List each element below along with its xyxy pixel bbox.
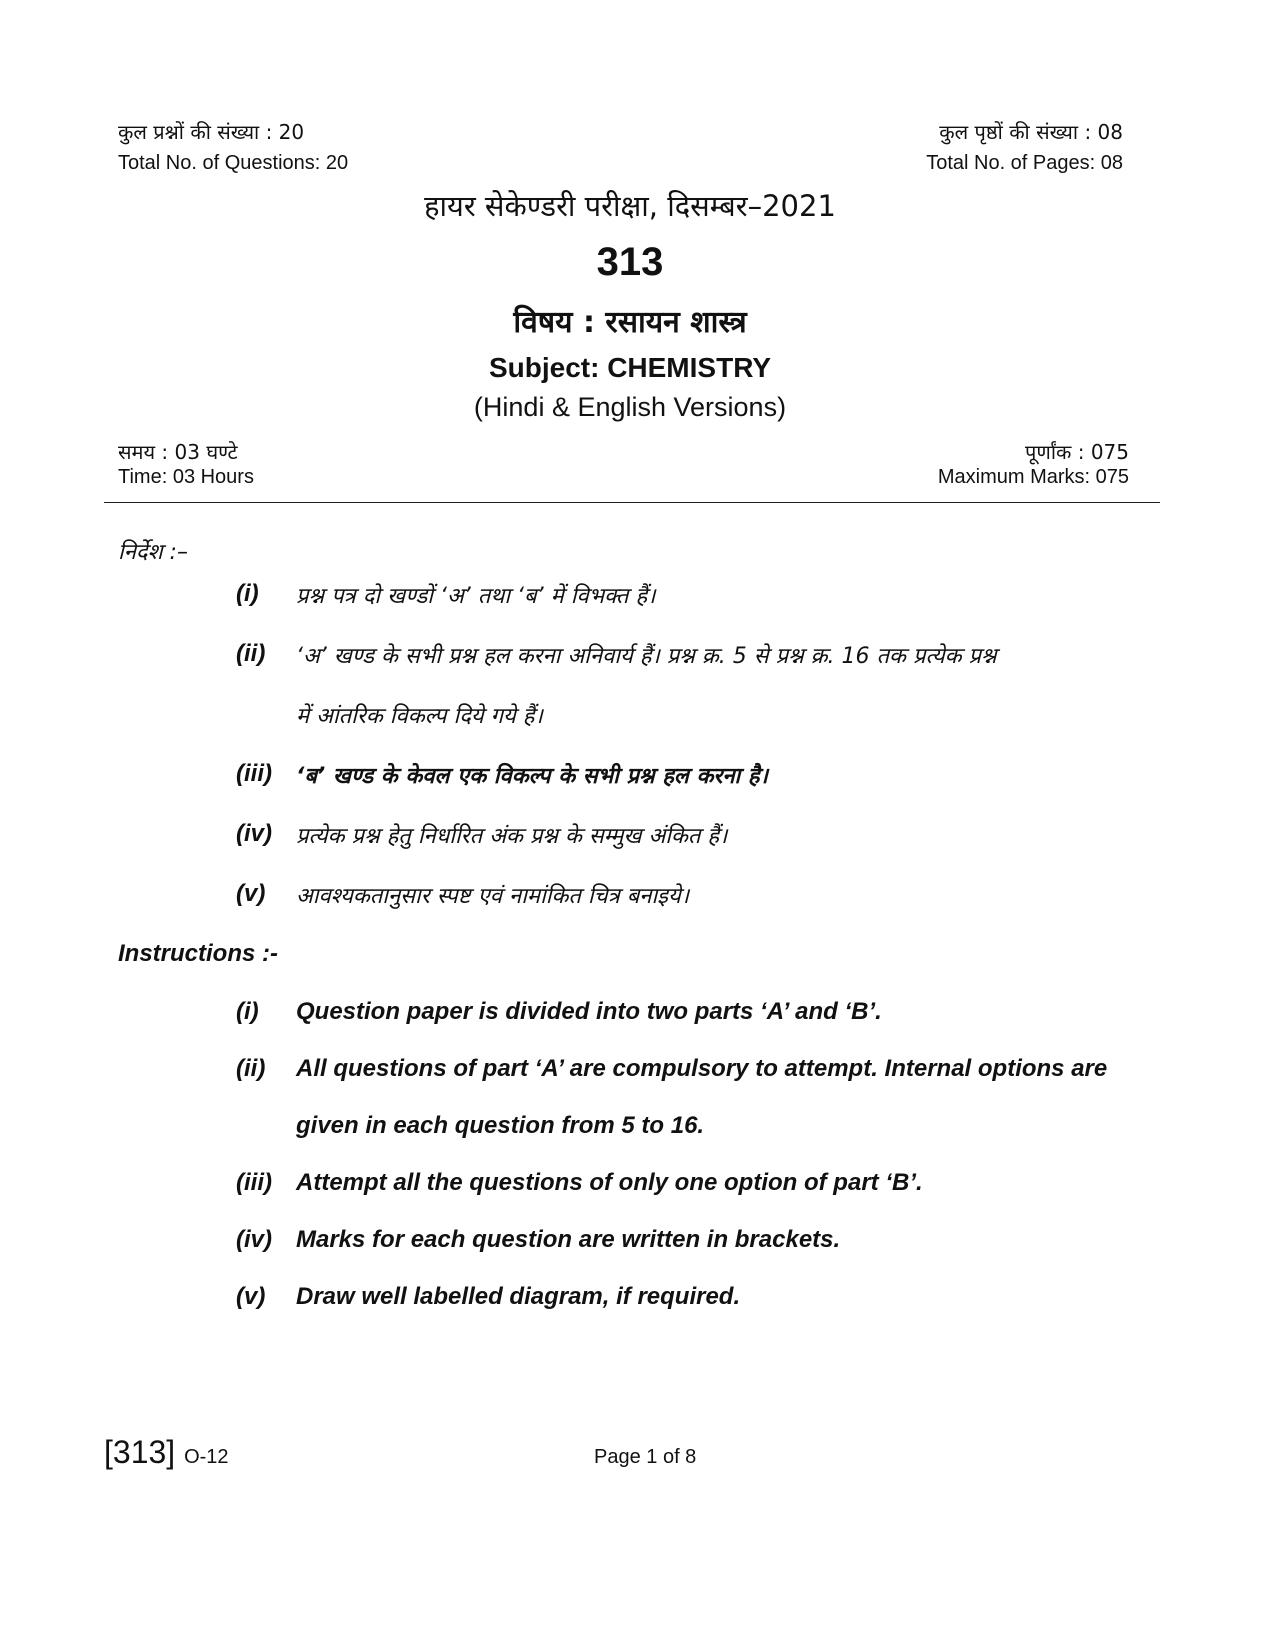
english-item-number: (v) [236, 1283, 266, 1310]
hindi-item-number: (v) [236, 880, 266, 907]
versions-note: (Hindi & English Versions) [473, 392, 787, 422]
footer-code-suffix: O-12 [184, 1446, 229, 1468]
english-item-text-continued: given in each question from 5 to 16. [296, 1112, 705, 1139]
hindi-time: समय : 03 घण्टे [118, 440, 238, 464]
english-item-text: All questions of part ‘A’ are compulsory to attempt. Internal options are [296, 1055, 1108, 1082]
english-subject: Subject: CHEMISTRY [488, 352, 772, 383]
hindi-item-number: (iii) [236, 760, 272, 787]
hindi-item-text-continued: में आंतरिक विकल्प दिये गये हैं। [296, 704, 543, 729]
hindi-item-number: (i) [236, 580, 259, 607]
page-number: Page 1 of 8 [594, 1446, 697, 1468]
footer-code-bracket: [313] [104, 1434, 176, 1470]
hindi-item-text: ‘अ’ खण्ड के सभी प्रश्न हल करना अनिवार्य हैं। प्रश्न क्र. 5 से प्रश्न क्र. 16 तक प्रत्येक प्रश्न [296, 644, 997, 669]
hindi-item-text: आवश्यकतानुसार स्पष्ट एवं नामांकित चित्र बनाइये। [296, 884, 690, 909]
english-item-text: Draw well labelled diagram, if required. [296, 1283, 741, 1310]
english-item-text: Marks for each question are written in brackets. [296, 1226, 841, 1253]
english-item-text: Attempt all the questions of only one option of part ‘B’. [296, 1169, 923, 1196]
hindi-instructions-heading: निर्देश :– [118, 540, 188, 565]
hindi-item-text: प्रश्न पत्र दो खण्डों ‘अ’ तथा ‘ब’ में विभक्त हैं। [296, 584, 656, 609]
exam-title: हायर सेकेण्डरी परीक्षा, दिसम्बर–2021 [424, 189, 836, 223]
english-time: Time: 03 Hours [118, 466, 254, 488]
english-item-number: (i) [236, 998, 259, 1025]
english-total-pages: Total No. of Pages: 08 [926, 152, 1123, 174]
english-item-text: Question paper is divided into two parts ‘A’ and ‘B’. [296, 998, 882, 1025]
hindi-subject: विषय : रसायन शास्त्र [513, 305, 747, 340]
english-item-number: (iii) [236, 1169, 272, 1196]
hindi-total-pages: कुल पृष्ठों की संख्या : 08 [939, 120, 1123, 144]
english-instructions-heading: Instructions :- [118, 940, 278, 967]
hindi-item-number: (iv) [236, 820, 272, 847]
footer-paper-code [104, 1434, 229, 1471]
header-divider [104, 502, 1160, 503]
paper-code: 313 [596, 240, 664, 284]
hindi-item-text: प्रत्येक प्रश्न हेतु निर्धारित अंक प्रश्न के सम्मुख अंकित हैं। [296, 824, 728, 849]
hindi-marks: पूर्णांक : 075 [1025, 440, 1129, 464]
english-item-number: (iv) [236, 1226, 272, 1253]
hindi-item-text: ‘ब’ खण्ड के केवल एक विकल्प के सभी प्रश्न हल करना है। [296, 764, 768, 789]
hindi-item-number: (ii) [236, 640, 266, 667]
english-total-questions: Total No. of Questions: 20 [118, 152, 349, 174]
english-item-number: (ii) [236, 1055, 266, 1082]
hindi-total-questions: कुल प्रश्नों की संख्या : 20 [118, 120, 305, 144]
english-marks: Maximum Marks: 075 [937, 466, 1129, 488]
